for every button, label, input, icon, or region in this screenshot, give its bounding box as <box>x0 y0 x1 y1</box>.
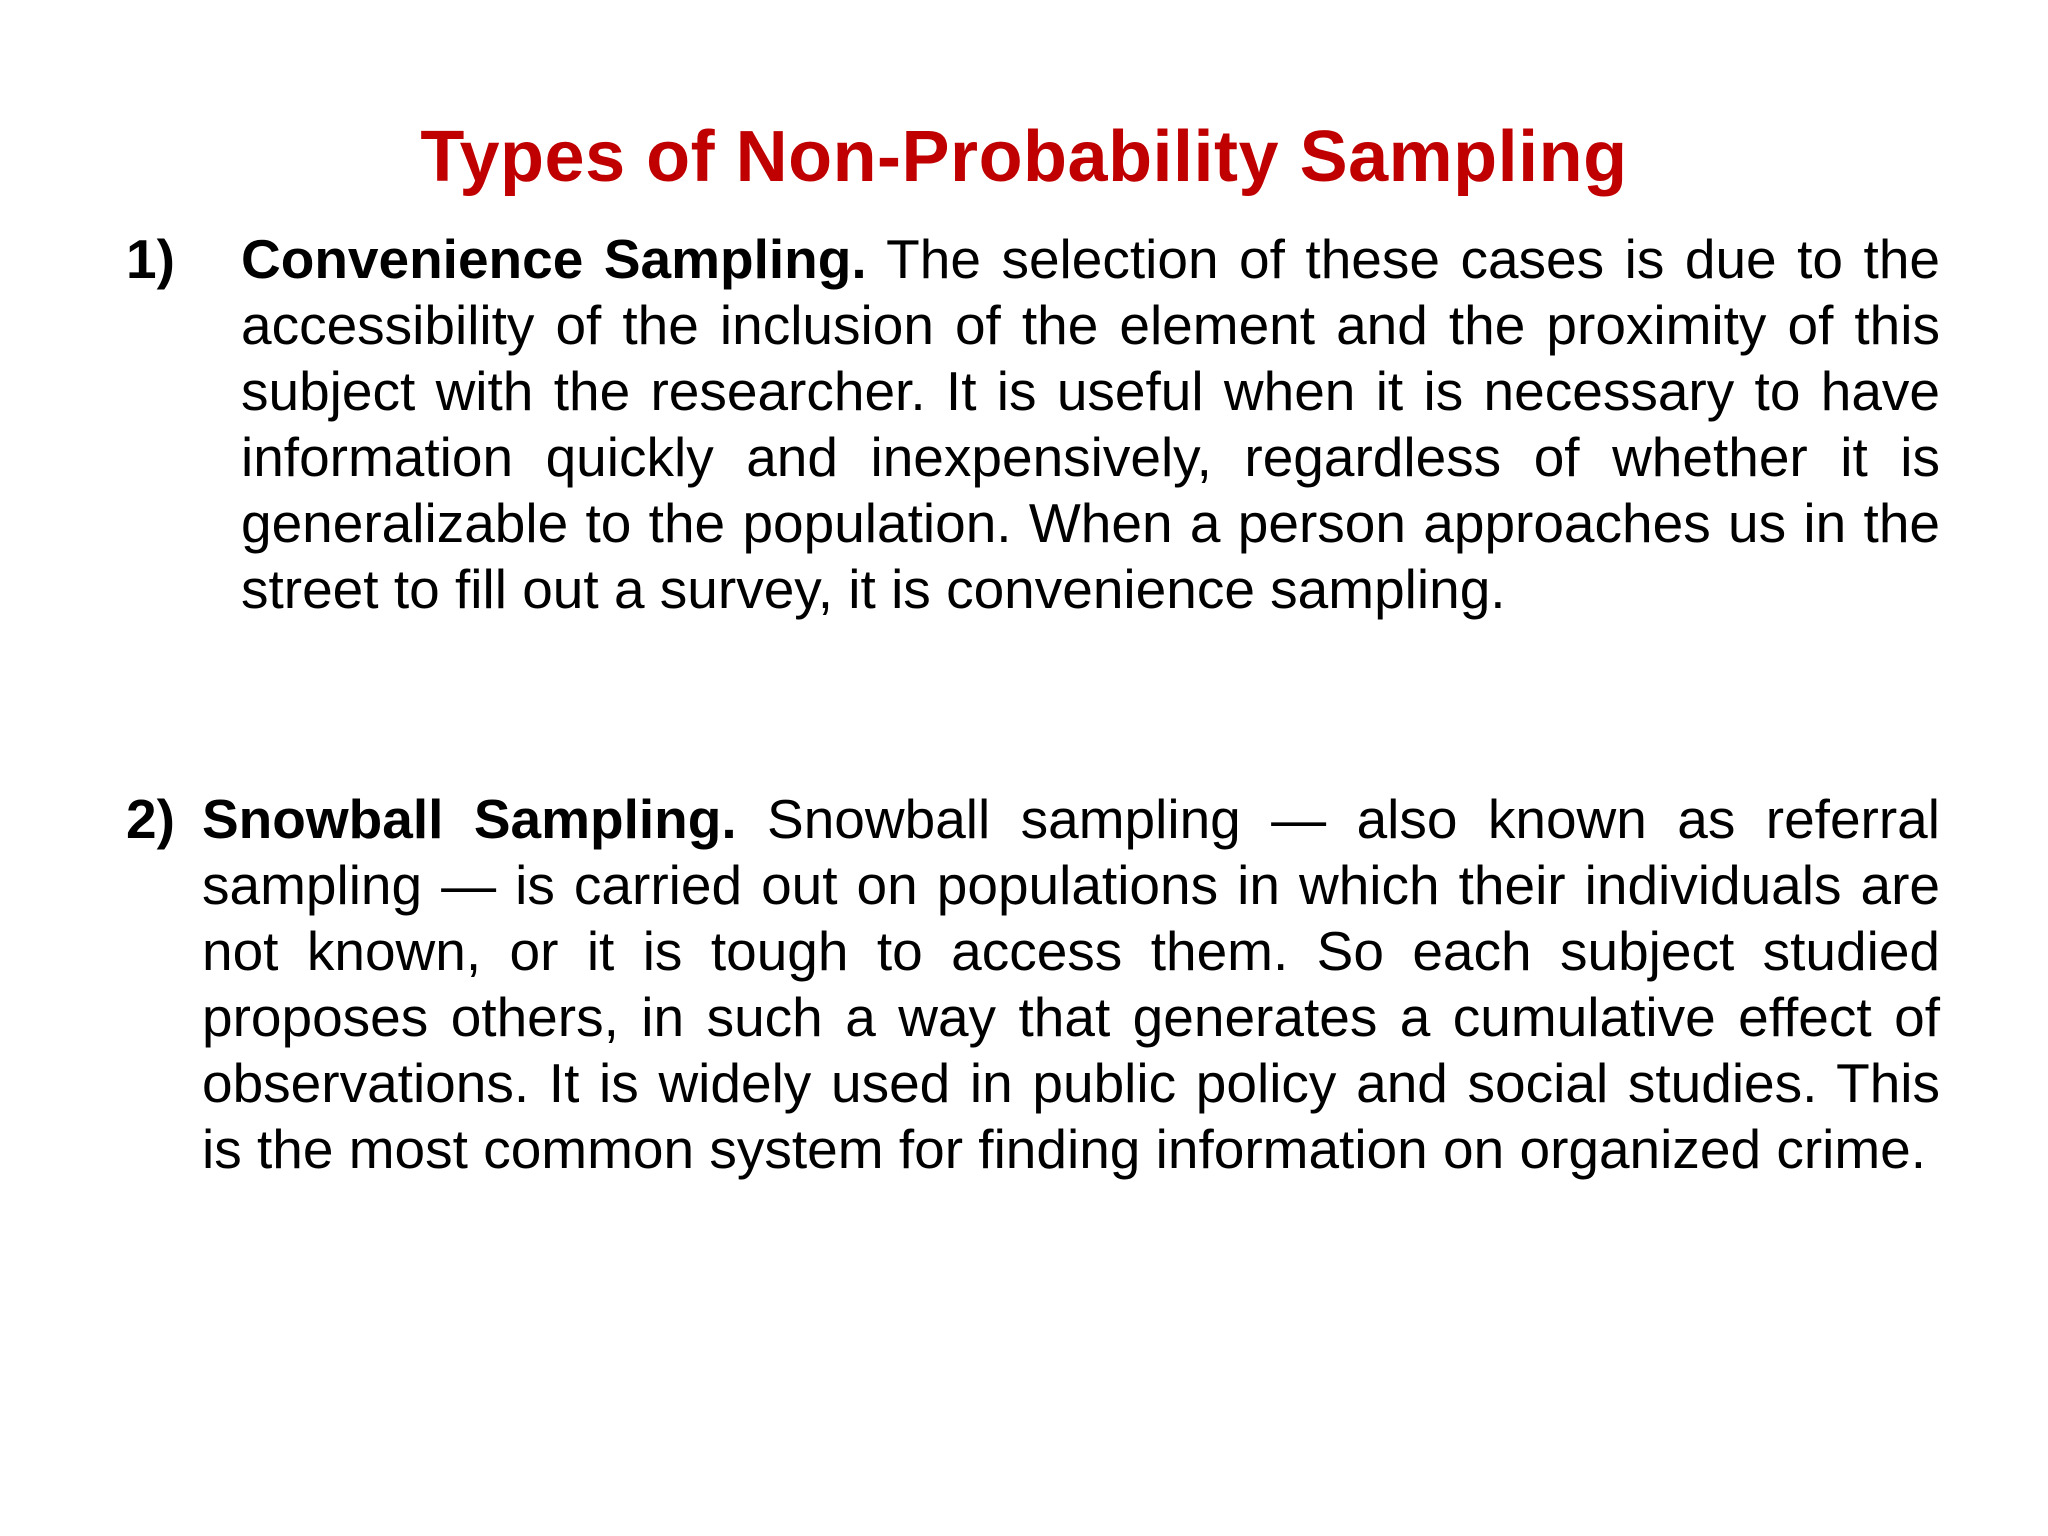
item-label: Snowball Sampling. <box>202 788 737 850</box>
list-item-convenience-sampling <box>126 226 1940 726</box>
slide-title: Types of Non-Probability Sampling <box>420 117 1628 197</box>
list-item-snowball-sampling <box>126 786 1940 1266</box>
item-description: Snowball sampling — also known as referral sampling — is carried out on populations in which their individuals are not known, or it is tough to access them. So each subject studied proposes others, in such a way that generates a cumulative effect of observations. It is widely used in public policy and social studies. This is the most common system for finding information on organized crime. <box>202 788 1940 1180</box>
item-number: 2) <box>126 788 175 850</box>
item-description: The selection of these cases is due to the accessibility of the inclusion of the element and the proximity of this subject with the researcher. It is useful when it is necessary to have information quickly and inexpensively, regardless of whether it is generalizable to the population. When a person approaches us in the street to fill out a survey, it is convenience sampling. <box>241 228 1940 620</box>
item-body <box>241 226 1940 622</box>
item-body <box>202 786 1940 1182</box>
item-label: Convenience Sampling. <box>241 228 867 290</box>
item-number: 1) <box>126 228 175 290</box>
